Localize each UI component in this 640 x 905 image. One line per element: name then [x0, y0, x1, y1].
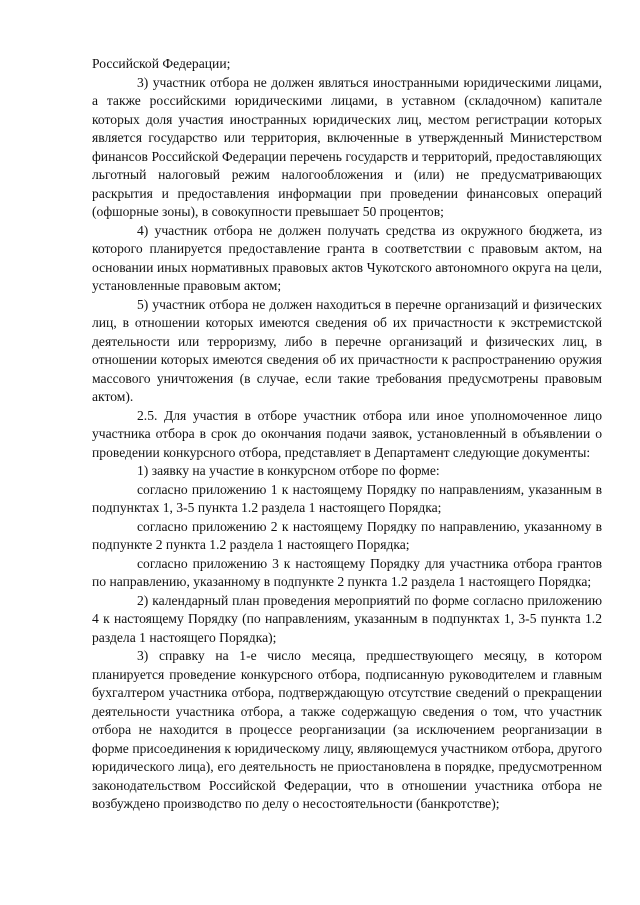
paragraph-doc-3: 3) справку на 1-е число месяца, предшествующего месяцу, в котором планируется проведение конкурсного отбора, подписанную руководителем и главным бухгалтером участника отбора, подтверждающую отсутствие сведений о прекращении деятельности участника отбора, а также содержащую сведения о том, что участник отбора не находится в процессе реорганизации (за исключением реорганизации в форме присоединения к юридическому лицу, являющемуся участником отбора, другого юридического лица), его деятельность не приостановлена в порядке, предусмотренном законодательством Российской Федерации, что в отношении участника отбора не возбуждено производство по делу о несостоятельности (банкротстве);	[92, 648, 602, 811]
paragraph-appendix-2: согласно приложению 2 к настоящему Порядку по направлению, указанному в подпункте 2 пункта 1.2 раздела 1 настоящего Порядка;	[92, 518, 602, 552]
paragraph-doc-1: 1) заявку на участие в конкурсном отборе по форме:	[137, 463, 440, 478]
paragraph-section-2-5: 2.5. Для участия в отборе участник отбора или иное уполномоченное лицо участника отбора в срок до окончания подачи заявок, установленный в объявлении о проведении конкурсного отбора, представляет в Департамент следующие документы:	[92, 407, 602, 460]
paragraph-item-4: 4) участник отбора не должен получать средства из окружного бюджета, из которого планируется предоставление гранта в соответствии с правовым актом, на основании иных нормативных правовых актов Чукотского автономного округа на цели, установленные правовым актом;	[92, 222, 602, 293]
paragraph-appendix-3: согласно приложению 3 к настоящему Порядку для участника отбора грантов по направлению, указанному в подпункте 2 пункта 1.2 раздела 1 настоящего Порядка;	[92, 555, 602, 589]
paragraph-doc-2: 2) календарный план проведения мероприятий по форме согласно приложению 4 к настоящему Порядку (по направлениям, указанным в подпунктах 1, 3-5 пункта 1.2 раздела 1 настоящего Порядка);	[92, 592, 602, 645]
paragraph-appendix-1: согласно приложению 1 к настоящему Порядку по направлениям, указанным в подпунктах 1, 3-5 пункта 1.2 раздела 1 настоящего Порядка;	[92, 481, 602, 515]
paragraph-item-5: 5) участник отбора не должен находиться в перечне организаций и физических лиц, в отношении которых имеются сведения об их причастности к экстремистской деятельности или терроризму, либо в перечне организаций и физических лиц, в отношении которых имеются сведения об их причастности к распространению оружия массового уничтожения (в случае, если такие требования предусмотрены правовым актом).	[92, 296, 602, 404]
paragraph-item-3: 3) участник отбора не должен являться иностранными юридическими лицами, а также российскими юридическими лицами, в уставном (складочном) капитале которых доля участия иностранных юридических лиц, местом регистрации которых является государство или территория, включенные в утвержденный Министерством финансов Российской Федерации перечень государств и территорий, предоставляющих льготный налоговый режим налогообложения и (или) не предусматривающих раскрытия и предоставления информации при проведении финансовых операций (офшорные зоны), в совокупности превышает 50 процентов;	[92, 74, 602, 219]
document-body	[92, 55, 602, 814]
paragraph-continuation: Российской Федерации;	[92, 56, 231, 71]
